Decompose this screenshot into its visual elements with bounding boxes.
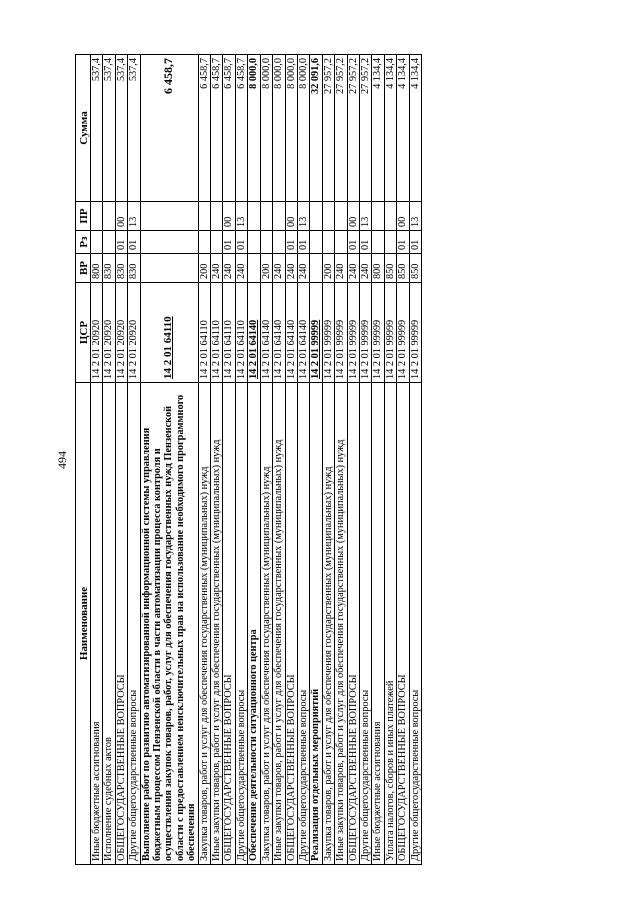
cell-name: Иные закупки товаров, работ и услуг для обеспечения государственных (муниципальных) нужд <box>211 383 223 865</box>
cell-name: Иные бюджетные ассигнования <box>91 383 103 865</box>
cell-csr: 14 2 01 64110 <box>198 283 210 383</box>
cell-csr: 14 2 01 99999 <box>384 283 396 383</box>
table-row <box>359 55 371 865</box>
cell-vr: 800 <box>372 254 384 283</box>
cell-name: Уплата налогов, сборов и иных платежей <box>384 383 396 865</box>
cell-vr: 830 <box>128 254 140 283</box>
cell-pr <box>140 202 198 231</box>
cell-pr: 00 <box>115 202 127 231</box>
cell-vr: 240 <box>285 254 297 283</box>
table-row <box>115 55 127 865</box>
cell-vr <box>310 254 322 283</box>
cell-rz: 01 <box>397 231 409 254</box>
table-header-row <box>76 55 91 865</box>
table-row <box>372 55 384 865</box>
table-row <box>384 55 396 865</box>
table-row <box>310 55 322 865</box>
cell-csr: 14 2 01 20920 <box>91 283 103 383</box>
cell-sum: 8 000,0 <box>260 55 272 202</box>
cell-rz <box>310 231 322 254</box>
cell-csr: 14 2 01 99999 <box>397 283 409 383</box>
cell-name: Закупка товаров, работ и услуг для обеспечения государственных (муниципальных) нужд <box>198 383 210 865</box>
cell-sum: 4 134,4 <box>372 55 384 202</box>
table-row <box>248 55 260 865</box>
table-row <box>397 55 409 865</box>
cell-vr: 800 <box>91 254 103 283</box>
cell-vr: 830 <box>115 254 127 283</box>
table-row <box>347 55 359 865</box>
cell-pr: 13 <box>297 202 309 231</box>
cell-csr: 14 2 01 99999 <box>335 283 347 383</box>
cell-vr: 240 <box>223 254 235 283</box>
cell-rz: 01 <box>297 231 309 254</box>
cell-vr: 240 <box>211 254 223 283</box>
cell-csr: 14 2 01 99999 <box>322 283 334 383</box>
cell-vr: 240 <box>235 254 247 283</box>
cell-csr: 14 2 01 64110 <box>211 283 223 383</box>
cell-rz: 01 <box>409 231 421 254</box>
header-rz: Рз <box>76 231 91 254</box>
cell-pr <box>198 202 210 231</box>
cell-sum: 537,4 <box>91 55 103 202</box>
cell-sum: 537,4 <box>115 55 127 202</box>
cell-pr <box>335 202 347 231</box>
cell-pr <box>310 202 322 231</box>
cell-name: Исполнение судебных актов <box>103 383 115 865</box>
cell-rz <box>103 231 115 254</box>
cell-rz: 01 <box>128 231 140 254</box>
cell-name: ОБЩЕГОСУДАРСТВЕННЫЕ ВОПРОСЫ <box>397 383 409 865</box>
header-vr: ВР <box>76 254 91 283</box>
cell-name: ОБЩЕГОСУДАРСТВЕННЫЕ ВОПРОСЫ <box>285 383 297 865</box>
cell-pr: 13 <box>235 202 247 231</box>
cell-pr <box>103 202 115 231</box>
cell-rz <box>322 231 334 254</box>
cell-vr: 200 <box>322 254 334 283</box>
cell-pr <box>91 202 103 231</box>
cell-csr: 14 2 01 99999 <box>310 283 322 383</box>
cell-name: Другие общегосударственные вопросы <box>359 383 371 865</box>
table-row <box>223 55 235 865</box>
cell-name: Закупка товаров, работ и услуг для обеспечения государственных (муниципальных) нужд <box>322 383 334 865</box>
cell-pr <box>372 202 384 231</box>
cell-sum: 8 000,0 <box>297 55 309 202</box>
table-row <box>297 55 309 865</box>
cell-rz <box>372 231 384 254</box>
cell-pr <box>384 202 396 231</box>
cell-csr: 14 2 01 64110 <box>140 283 198 383</box>
cell-csr: 14 2 01 20920 <box>128 283 140 383</box>
cell-sum: 4 134,4 <box>409 55 421 202</box>
cell-pr: 13 <box>128 202 140 231</box>
cell-vr: 850 <box>384 254 396 283</box>
cell-vr: 200 <box>260 254 272 283</box>
cell-csr: 14 2 01 64140 <box>297 283 309 383</box>
cell-sum: 4 134,4 <box>384 55 396 202</box>
cell-name: Другие общегосударственные вопросы <box>128 383 140 865</box>
cell-vr: 850 <box>397 254 409 283</box>
cell-csr: 14 2 01 99999 <box>409 283 421 383</box>
cell-rz: 01 <box>347 231 359 254</box>
cell-pr <box>248 202 260 231</box>
table-row <box>140 55 198 865</box>
cell-rz <box>211 231 223 254</box>
cell-csr: 14 2 01 64110 <box>223 283 235 383</box>
cell-sum: 537,4 <box>128 55 140 202</box>
cell-sum: 8 000,0 <box>248 55 260 202</box>
cell-sum: 27 957,2 <box>335 55 347 202</box>
cell-name: Закупка товаров, работ и услуг для обеспечения государственных (муниципальных) нужд <box>260 383 272 865</box>
cell-name: Выполнение работ по развитию автоматизированной информационной системы управления бюджетным процессом Пензенской области в части автоматизации процесса контроля и осуществления закупок товаров, работ, услуг для обеспечения государственных нужд Пензенской области с предоставлением неисключительных прав на использование необходимого программного обеспечения <box>140 383 198 865</box>
table-row <box>322 55 334 865</box>
table-row <box>235 55 247 865</box>
cell-pr <box>322 202 334 231</box>
header-pr: ПР <box>76 202 91 231</box>
cell-pr: 13 <box>409 202 421 231</box>
cell-sum: 8 000,0 <box>273 55 285 202</box>
cell-rz: 01 <box>115 231 127 254</box>
cell-vr: 240 <box>297 254 309 283</box>
cell-sum: 32 091,6 <box>310 55 322 202</box>
cell-csr: 14 2 01 64140 <box>248 283 260 383</box>
cell-csr: 14 2 01 99999 <box>347 283 359 383</box>
cell-vr: 850 <box>409 254 421 283</box>
cell-name: Обеспечение деятельности ситуационного центра <box>248 383 260 865</box>
cell-rz: 01 <box>235 231 247 254</box>
cell-vr: 240 <box>359 254 371 283</box>
cell-name: Другие общегосударственные вопросы <box>409 383 421 865</box>
page-number: 494 <box>55 451 69 469</box>
table-row <box>335 55 347 865</box>
cell-vr <box>248 254 260 283</box>
cell-name: ОБЩЕГОСУДАРСТВЕННЫЕ ВОПРОСЫ <box>223 383 235 865</box>
cell-pr <box>273 202 285 231</box>
cell-pr <box>260 202 272 231</box>
cell-sum: 537,4 <box>103 55 115 202</box>
cell-name: Иные закупки товаров, работ и услуг для обеспечения государственных (муниципальных) нужд <box>273 383 285 865</box>
cell-rz: 01 <box>359 231 371 254</box>
table-row <box>103 55 115 865</box>
cell-name: ОБЩЕГОСУДАРСТВЕННЫЕ ВОПРОСЫ <box>115 383 127 865</box>
cell-sum: 8 000,0 <box>285 55 297 202</box>
cell-rz <box>248 231 260 254</box>
cell-vr: 240 <box>335 254 347 283</box>
table-row <box>91 55 103 865</box>
cell-sum: 6 458,7 <box>198 55 210 202</box>
cell-rz: 01 <box>223 231 235 254</box>
header-sum: Сумма <box>76 55 91 202</box>
table-row <box>211 55 223 865</box>
cell-name: Иные бюджетные ассигнования <box>372 383 384 865</box>
cell-name: Другие общегосударственные вопросы <box>235 383 247 865</box>
cell-vr: 830 <box>103 254 115 283</box>
cell-csr: 14 2 01 64140 <box>260 283 272 383</box>
cell-sum: 27 957,2 <box>347 55 359 202</box>
cell-vr: 240 <box>347 254 359 283</box>
cell-vr <box>140 254 198 283</box>
cell-sum: 27 957,2 <box>359 55 371 202</box>
cell-pr: 13 <box>359 202 371 231</box>
header-csr: ЦСР <box>76 283 91 383</box>
cell-sum: 4 134,4 <box>397 55 409 202</box>
cell-name: Реализация отдельных мероприятий <box>310 383 322 865</box>
budget-table <box>75 54 422 865</box>
cell-sum: 6 458,7 <box>235 55 247 202</box>
cell-csr: 14 2 01 20920 <box>115 283 127 383</box>
cell-rz <box>91 231 103 254</box>
cell-pr: 00 <box>285 202 297 231</box>
cell-name: Другие общегосударственные вопросы <box>297 383 309 865</box>
cell-csr: 14 2 01 99999 <box>359 283 371 383</box>
table-row <box>128 55 140 865</box>
cell-vr: 200 <box>198 254 210 283</box>
cell-csr: 14 2 01 20920 <box>103 283 115 383</box>
cell-pr: 00 <box>223 202 235 231</box>
cell-sum: 6 458,7 <box>211 55 223 202</box>
table-row <box>198 55 210 865</box>
rotated-page <box>55 55 579 865</box>
cell-rz <box>335 231 347 254</box>
cell-rz <box>140 231 198 254</box>
cell-pr <box>211 202 223 231</box>
cell-rz: 01 <box>285 231 297 254</box>
table-row <box>285 55 297 865</box>
header-name: Наименование <box>76 383 91 865</box>
cell-name: ОБЩЕГОСУДАРСТВЕННЫЕ ВОПРОСЫ <box>347 383 359 865</box>
cell-vr: 240 <box>273 254 285 283</box>
table-row <box>409 55 421 865</box>
cell-pr: 00 <box>397 202 409 231</box>
table-row <box>260 55 272 865</box>
cell-csr: 14 2 01 64140 <box>273 283 285 383</box>
cell-name: Иные закупки товаров, работ и услуг для обеспечения государственных (муниципальных) нужд <box>335 383 347 865</box>
table-row <box>273 55 285 865</box>
cell-csr: 14 2 01 64110 <box>235 283 247 383</box>
cell-rz <box>198 231 210 254</box>
cell-rz <box>384 231 396 254</box>
cell-sum: 6 458,7 <box>223 55 235 202</box>
table-body <box>91 55 422 865</box>
cell-sum: 27 957,2 <box>322 55 334 202</box>
cell-rz <box>260 231 272 254</box>
cell-pr: 00 <box>347 202 359 231</box>
cell-csr: 14 2 01 99999 <box>372 283 384 383</box>
cell-rz <box>273 231 285 254</box>
cell-sum: 6 458,7 <box>140 55 198 202</box>
cell-csr: 14 2 01 64140 <box>285 283 297 383</box>
